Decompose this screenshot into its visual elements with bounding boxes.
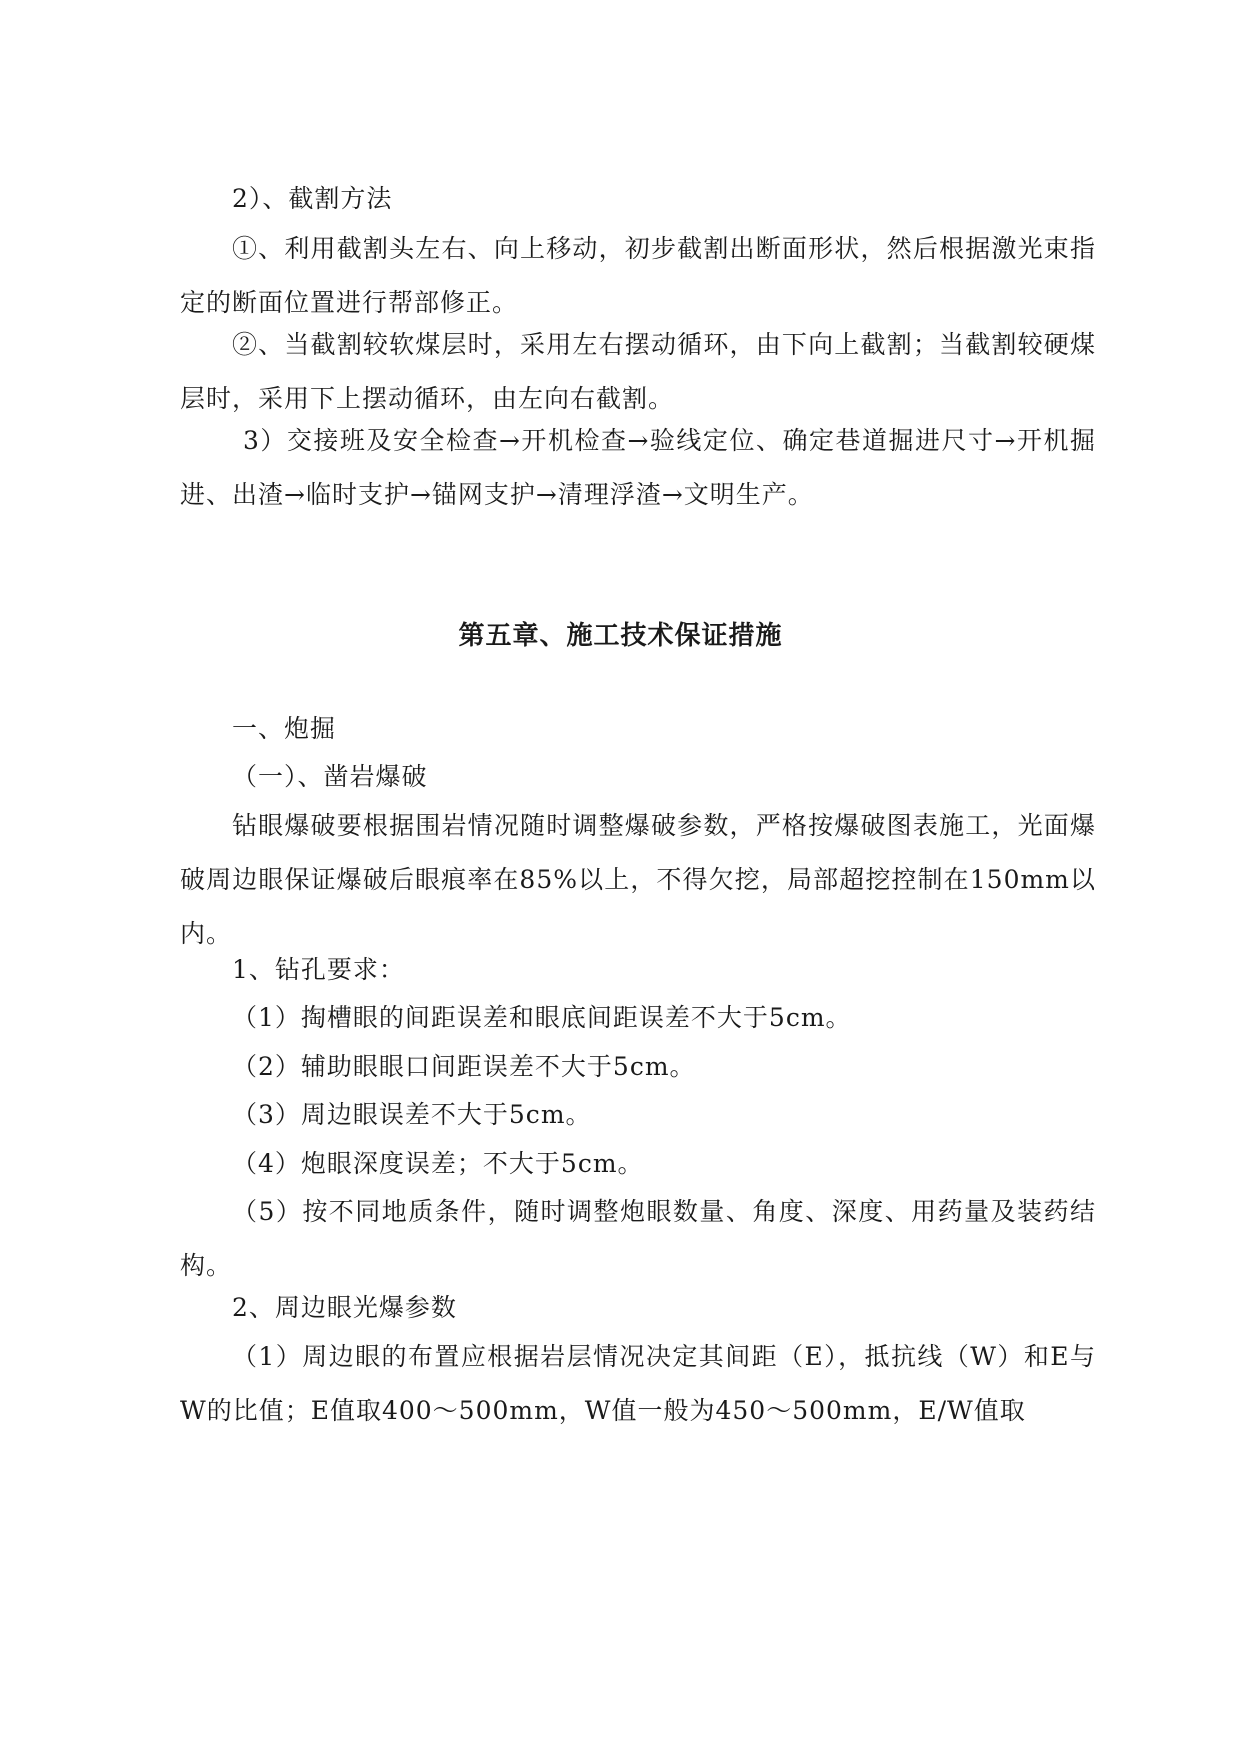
- paragraph-cutting-method-heading: 2）、截割方法: [232, 184, 393, 213]
- paragraph-cutting-step-1: ①、利用截割头左右、向上移动，初步截割出断面形状，然后根据激光束指定的断面位置进行帮部修正。: [180, 234, 1096, 317]
- list-item-3: （3）周边眼误差不大于5cm。: [232, 1100, 592, 1129]
- list-item-1: （1）掏槽眼的间距误差和眼底间距误差不大于5cm。: [232, 1003, 852, 1032]
- list-heading-perimeter-parameters: 2、周边眼光爆参数: [232, 1293, 457, 1322]
- paragraph-perimeter-hole-layout: （1）周边眼的布置应根据岩层情况决定其间距（E），抵抗线（W）和E与W的比值；E值取400～500mm，W值一般为450～500mm，E/W值取: [180, 1342, 1096, 1425]
- paragraph-cutting-step-2: ②、当截割较软煤层时，采用左右摆动循环，由下向上截割；当截割较硬煤层时，采用下上摆动循环，由左向右截割。: [180, 330, 1096, 413]
- list-item-4: （4）炮眼深度误差；不大于5cm。: [232, 1149, 644, 1178]
- list-heading-drilling-requirements: 1、钻孔要求：: [232, 955, 405, 984]
- list-item-2: （2）辅助眼眼口间距误差不大于5cm。: [232, 1052, 696, 1081]
- chapter-title: 第五章、施工技术保证措施: [458, 621, 783, 651]
- subsection-heading-drilling-blasting: （一）、凿岩爆破: [232, 762, 428, 791]
- list-item-5: （5）按不同地质条件，随时调整炮眼数量、角度、深度、用药量及装药结构。: [180, 1197, 1096, 1280]
- paragraph-process-flow: 3）交接班及安全检查→开机检查→验线定位、确定巷道掘进尺寸→开机掘进、出渣→临时支护→锚网支护→清理浮渣→文明生产。: [180, 426, 1096, 509]
- paragraph-blasting-requirements: 钻眼爆破要根据围岩情况随时调整爆破参数，严格按爆破图表施工，光面爆破周边眼保证爆破后眼痕率在85%以上，不得欠挖，局部超挖控制在150mm以内。: [180, 811, 1096, 948]
- section-heading-blasting: 一、炮掘: [232, 714, 337, 743]
